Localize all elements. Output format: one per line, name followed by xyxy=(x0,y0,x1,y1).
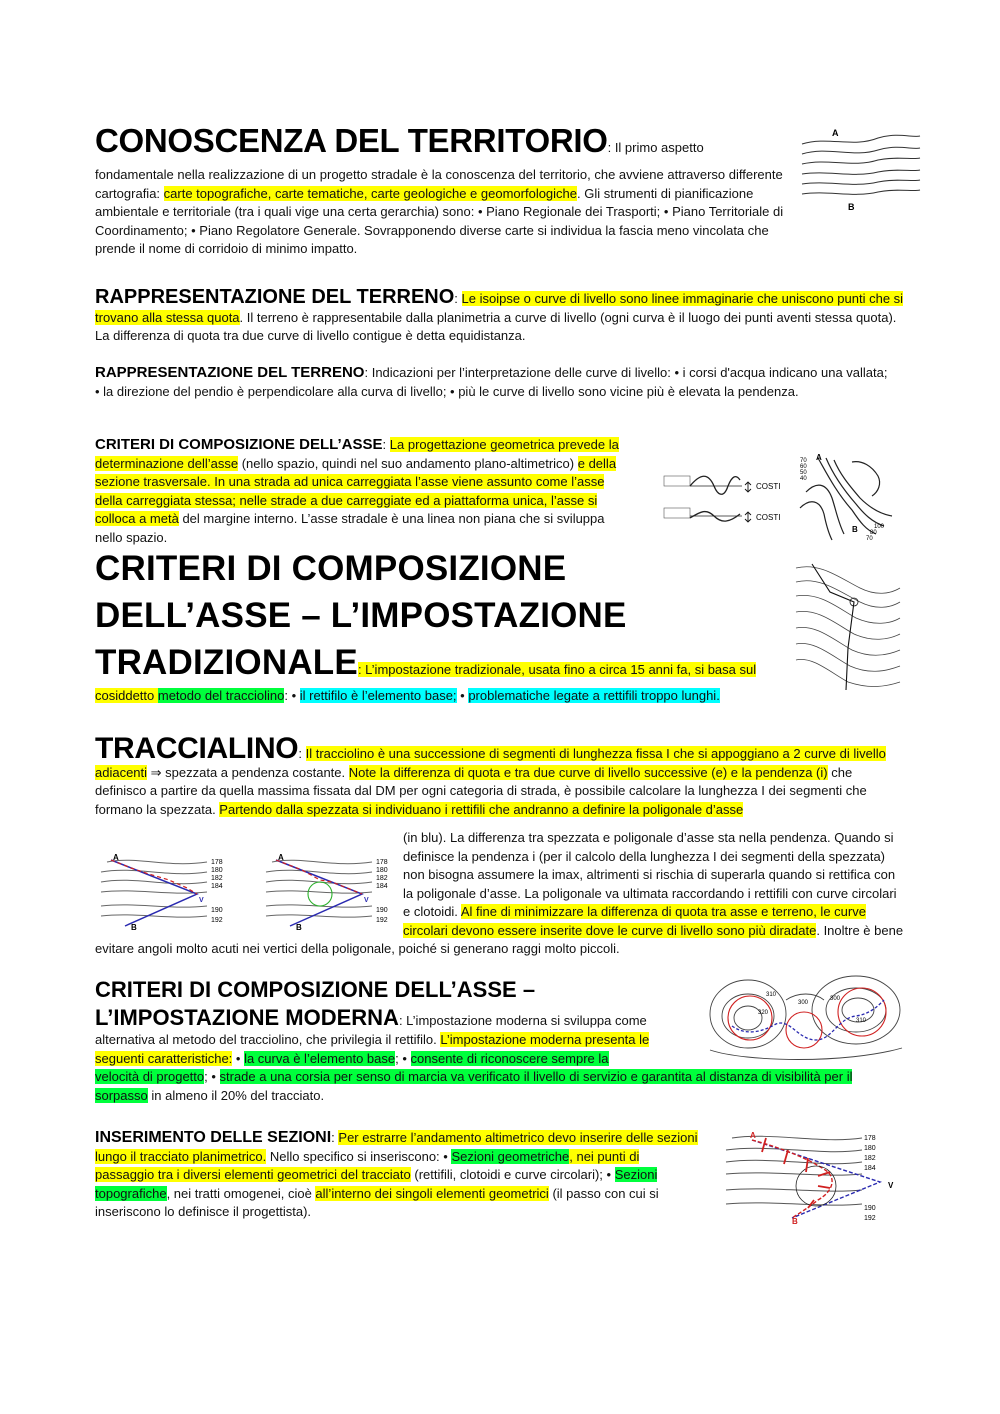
contour-lines-figure xyxy=(798,126,923,214)
body-text: : • xyxy=(284,688,300,703)
costi-label: COSTI xyxy=(756,513,781,522)
body-text: : L’impostazione moderna si sviluppa come alternativa al metodo del tracciolino, che privilegia il rettifilo. xyxy=(95,1013,647,1047)
quote-label: 80 xyxy=(870,530,877,536)
quote-label: 190 xyxy=(376,907,388,914)
quote-label: 192 xyxy=(376,917,388,924)
quote-label: 190 xyxy=(864,1205,876,1212)
section-title: CRITERI DI COMPOSIZIONE DELL’ASSE xyxy=(95,436,383,453)
quote-label: 190 xyxy=(211,907,223,914)
quote-label: 178 xyxy=(864,1135,876,1142)
tracciolino-contour-figure xyxy=(790,558,902,698)
section-title: CONOSCENZA DEL TERRITORIO xyxy=(95,122,608,159)
intro-text: : Il primo aspetto xyxy=(607,140,704,155)
quote-label: 184 xyxy=(376,883,388,890)
quote-label: 70 xyxy=(866,536,873,542)
section-title: DELL’ASSE – L’IMPOSTAZIONE xyxy=(95,596,627,635)
point-a-label: A xyxy=(278,853,284,862)
costi-profile-figure xyxy=(660,470,790,532)
valley-contour-figure xyxy=(796,452,908,544)
body-text: ⇒ spezzata a pendenza costante. xyxy=(147,764,349,780)
highlight-text: Il tracciolino è una successione di segmenti di lunghezza fissa I che si appoggiano a 2 curve di livello adiacenti xyxy=(95,746,886,780)
body-text: ; • xyxy=(395,1050,411,1066)
green-highlight-text: metodo del tracciolino xyxy=(157,688,285,703)
body-text: . Inoltre è bene evitare angoli molto acuti nei vertici della poligonale, poiché si generano raggi molto piccoli. xyxy=(95,922,904,956)
section-rappresentazione-terreno-2 xyxy=(95,364,895,401)
point-b-label: B xyxy=(848,202,855,212)
quote-label: 100 xyxy=(874,524,885,530)
quote-label: 70 xyxy=(800,458,807,464)
section-title: RAPPRESENTAZIONE DEL TERRENO xyxy=(95,286,455,308)
quote-label: 178 xyxy=(376,859,388,866)
body-text: che definisco a partire da quella massima fissata dal DM per ogni categoria di strada, è possibile calcolare la lunghezza I dei segmenti che formano la spezzata. xyxy=(95,764,867,817)
green-highlight-text: consente di riconoscere sempre la velocità di progetto xyxy=(95,1050,609,1084)
section-conoscenza-territorio xyxy=(95,122,895,259)
point-b-label: B xyxy=(296,923,302,930)
highlight-text: Al fine di minimizzare la differenza di quota tra asse e terreno, le curve circolari devono essere inserite dove le curve di livello sono più diradate xyxy=(403,904,866,938)
highlight-text: : L’impostazione tradizionale, usata fino a circa 15 anni fa, si basa sul cosiddetto xyxy=(95,662,757,703)
body-text: . Il terreno è rappresentabile dalla planimetria a curve di livello (ogni curva è il luogo dei punti aventi stessa quota). La differenza di quota tra due curve di livello contigue è detta equidistanza. xyxy=(95,309,897,343)
body-text: (nello spazio, quindi nel suo andamento plano-altimetrico) xyxy=(238,455,578,471)
sections-insertion-figure xyxy=(722,1128,907,1226)
point-a-label: A xyxy=(113,853,119,862)
point-b-label: B xyxy=(852,525,858,534)
quote-label: 184 xyxy=(211,883,223,890)
body-text: (in blu). La differenza tra spezzata e poligonale d’asse sta nella pendenza. Quando si definisce la pendenza i (per il calcolo della lunghezza I dei segmenti della spezzata) non bisogna assumere la imax, altrimenti si rischia di superarla quando si rettifica con la poligonale d’asse. La poligonale va ultimata raccordando i rettifili con curve circolari e clotoidi. xyxy=(403,830,897,919)
section-title: INSERIMENTO DELLE SEZIONI xyxy=(95,1129,332,1146)
body-text: : xyxy=(298,746,306,761)
quote-label: 300 xyxy=(798,1000,809,1006)
point-a-label: A xyxy=(750,1131,756,1140)
quote-label: 182 xyxy=(211,875,223,882)
highlight-text: Note la differenza di quota e tra due curve di livello successive (e) e la pendenza (i) xyxy=(348,764,828,780)
quote-label: 192 xyxy=(864,1215,876,1222)
highlight-text: all’interno dei singoli elementi geometrici xyxy=(315,1185,549,1201)
quote-label: 184 xyxy=(864,1165,876,1172)
section-traccialino xyxy=(95,732,905,819)
quote-label: 40 xyxy=(800,476,807,482)
point-b-label: B xyxy=(131,923,137,930)
body-text: (rettifili, clotoidi e curve circolari); • xyxy=(410,1167,615,1182)
quote-label: 60 xyxy=(800,464,807,470)
body-text: . Gli strumenti di pianificazione ambientale e territoriale (tra i quali vige una certa gerarchia) sono: • Piano Regionale dei Trasporti; • Piano Territoriale di Coordinamento; • Piano Regolatore Generale. Sovrapponendo diverse carte si individua la fascia meno vincolata che prende il nome di corridoio di minimo impatto. xyxy=(95,185,784,256)
body-text: : xyxy=(331,1130,339,1145)
highlight-text: Per estrarre l’andamento altimetrico devo inserire delle sezioni lungo il tracciato planimetrico. xyxy=(95,1130,698,1164)
cyan-highlight-text: il rettifilo è l’elemento base; xyxy=(299,688,457,703)
quote-label: 310 xyxy=(856,1018,867,1024)
body-text: (il passo con cui si inseriscono lo definisce il progettista). xyxy=(95,1185,659,1219)
quote-label: 178 xyxy=(211,859,223,866)
body-text: • xyxy=(456,688,469,703)
section-inserimento-sezioni xyxy=(95,1129,705,1222)
body-text: del margine interno. L’asse stradale è una linea non piana che si sviluppa nello spazio. xyxy=(95,511,605,545)
costi-label: COSTI xyxy=(756,482,781,491)
green-highlight-text: Sezioni topografiche xyxy=(95,1167,658,1201)
section-rappresentazione-terreno-1 xyxy=(95,288,905,346)
vertex-label: V xyxy=(364,897,369,904)
body-text: : Indicazioni per l’interpretazione delle curve di livello: • i corsi d'acqua indicano una vallata; • la direzione del pendio è perpendicolare alla curva di livello; • più le curve di livello sono vicine più è elevata la pendenza. xyxy=(95,365,888,399)
quote-label: 300 xyxy=(830,996,841,1002)
highlight-text: Partendo dalla spezzata si individuano i rettifili che andranno a definire la poligonale d’asse xyxy=(219,801,744,817)
section-title: CRITERI DI COMPOSIZIONE xyxy=(95,549,567,588)
green-highlight-text: Sezioni geometriche xyxy=(451,1148,570,1164)
quote-label: 180 xyxy=(376,867,388,874)
green-highlight-text: strade a una corsia per senso di marcia va verificato il livello di servizio e garantita al distanza di visibilità per il sorpasso xyxy=(95,1069,853,1103)
section-title: CRITERI DI COMPOSIZIONE DELL’ASSE – xyxy=(95,977,536,1002)
quote-label: 180 xyxy=(864,1145,876,1152)
body-text: Nello specifico si inseriscono: • xyxy=(266,1148,452,1164)
point-a-label: A xyxy=(832,128,839,138)
body-text: ; • xyxy=(204,1069,220,1084)
section-title: L’IMPOSTAZIONE MODERNA xyxy=(95,1005,399,1030)
body-text: • xyxy=(232,1050,245,1066)
modern-curve-contour-figure xyxy=(706,970,906,1068)
vertex-label: V xyxy=(199,897,204,904)
point-b-label: B xyxy=(792,1217,798,1226)
body-text: , nei tratti omogenei, cioè xyxy=(166,1185,316,1201)
polygonal-axis-figure-1 xyxy=(97,850,237,930)
point-a-label: A xyxy=(816,453,822,462)
vertex-label: V xyxy=(888,1181,894,1190)
body-text: fondamentale nella realizzazione di un progetto stradale è la conoscenza del territorio, che avviene attraverso differente cartografia: xyxy=(95,167,783,201)
section-title: TRADIZIONALE xyxy=(95,643,358,682)
quote-label: 180 xyxy=(211,867,223,874)
polygonal-axis-figure-2 xyxy=(262,850,402,930)
quote-label: 320 xyxy=(758,1010,769,1016)
highlight-text: e della sezione trasversale. In una strada ad unica carreggiata l’asse viene assunto come l’asse della carreggiata stessa; nelle strade a due carreggiate ed a piattaforma unica, l’asse si colloca a metà xyxy=(95,455,617,526)
highlight-text: , nei punti di passaggio tra i diversi elementi geometrici del tracciato xyxy=(95,1148,640,1182)
quote-label: 310 xyxy=(766,992,777,998)
cyan-highlight-text: problematiche legate a rettifili troppo lunghi. xyxy=(468,688,720,703)
body-text: : xyxy=(454,291,462,306)
green-highlight-text: la curva è l’elemento base xyxy=(244,1050,396,1066)
section-title: RAPPRESENTAZIONE DEL TERRENO xyxy=(95,364,365,381)
body-text: : xyxy=(382,437,390,452)
body-text: in almeno il 20% del tracciato. xyxy=(147,1087,325,1103)
section-title: TRACCIALINO xyxy=(95,732,299,765)
section-impostazione-tradizionale xyxy=(95,545,775,705)
highlight-text: L’impostazione moderna presenta le seguenti caratteristiche: xyxy=(95,1032,650,1066)
highlight-text: carte topografiche, carte tematiche, carte geologiche e geomorfologiche xyxy=(163,185,578,201)
quote-label: 192 xyxy=(211,917,223,924)
highlight-text: Le isoipse o curve di livello sono linee immaginarie che uniscono punti che si trovano alla stessa quota xyxy=(95,291,904,325)
quote-label: 50 xyxy=(800,470,807,476)
highlight-text: La progettazione geometrica prevede la determinazione dell’asse xyxy=(95,437,619,471)
quote-label: 182 xyxy=(864,1155,876,1162)
quote-label: 182 xyxy=(376,875,388,882)
